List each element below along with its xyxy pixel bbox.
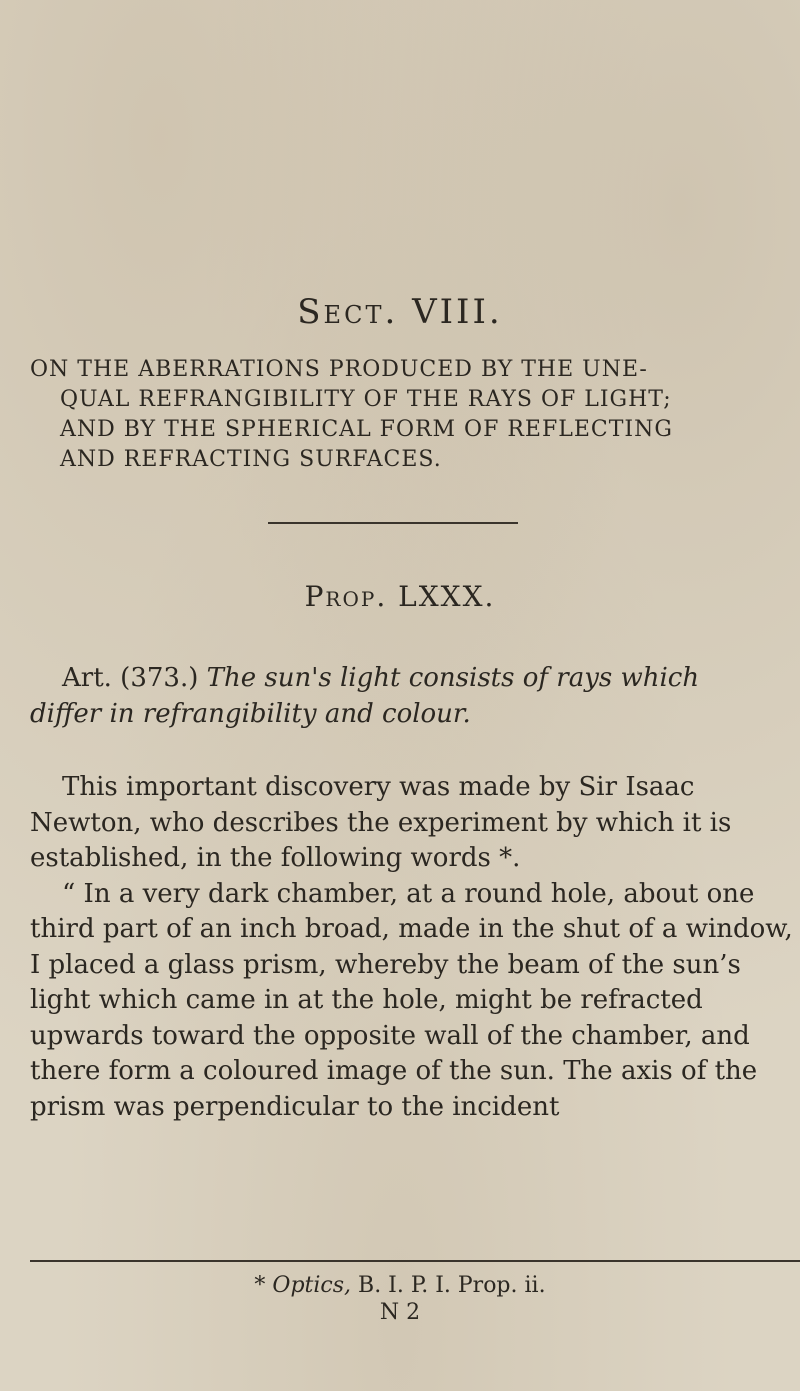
signature-mark: N 2 [379, 1300, 421, 1325]
article-continuation: differ in refrangibility and colour. [30, 699, 471, 729]
footnote [0, 1272, 800, 1300]
section-title: Sect. VIII. [297, 292, 503, 332]
footnote-rule [30, 1260, 800, 1262]
article-statement [30, 660, 800, 732]
article-lead-word: The [206, 663, 257, 693]
heading-line-2: QUAL REFRANGIBILITY OF THE RAYS OF LIGHT; [60, 387, 672, 412]
heading-rule [268, 522, 518, 524]
heading-line-3: AND BY THE SPHERICAL FORM OF REFLECTING [60, 417, 673, 442]
article-text: sun's light consists of rays which [264, 663, 700, 693]
heading-line-1: ON THE ABERRATIONS PRODUCED BY THE UNE- [30, 357, 648, 382]
proposition-title: Prop. LXXX. [304, 580, 496, 613]
footnote-reference: B. I. P. I. Prop. ii. [358, 1273, 546, 1298]
article-first-line [30, 660, 800, 696]
footnote-title: Optics, [272, 1273, 352, 1298]
footnote-marker: * [254, 1273, 266, 1298]
heading-line-4: AND REFRACTING SURFACES. [60, 447, 442, 472]
paragraph-2: “ In a very dark chamber, at a round hole, about one third part of an inch broad, made in the shut of a window, I placed a glass prism, whereby the beam of the sun’s light which came in at the hole, might be refracted upwards toward the opposite wall of the chamber, and there form a coloured image of the sun. The axis of the prism was perpendicular to the incident [30, 878, 793, 1122]
chapter-heading [30, 355, 775, 475]
article-number: Art. (373.) [62, 663, 199, 693]
paragraph-1: This important discovery was made by Sir Isaac Newton, who describes the experiment by which it is established, in the following words *. [30, 772, 732, 873]
body-text [30, 770, 798, 1125]
